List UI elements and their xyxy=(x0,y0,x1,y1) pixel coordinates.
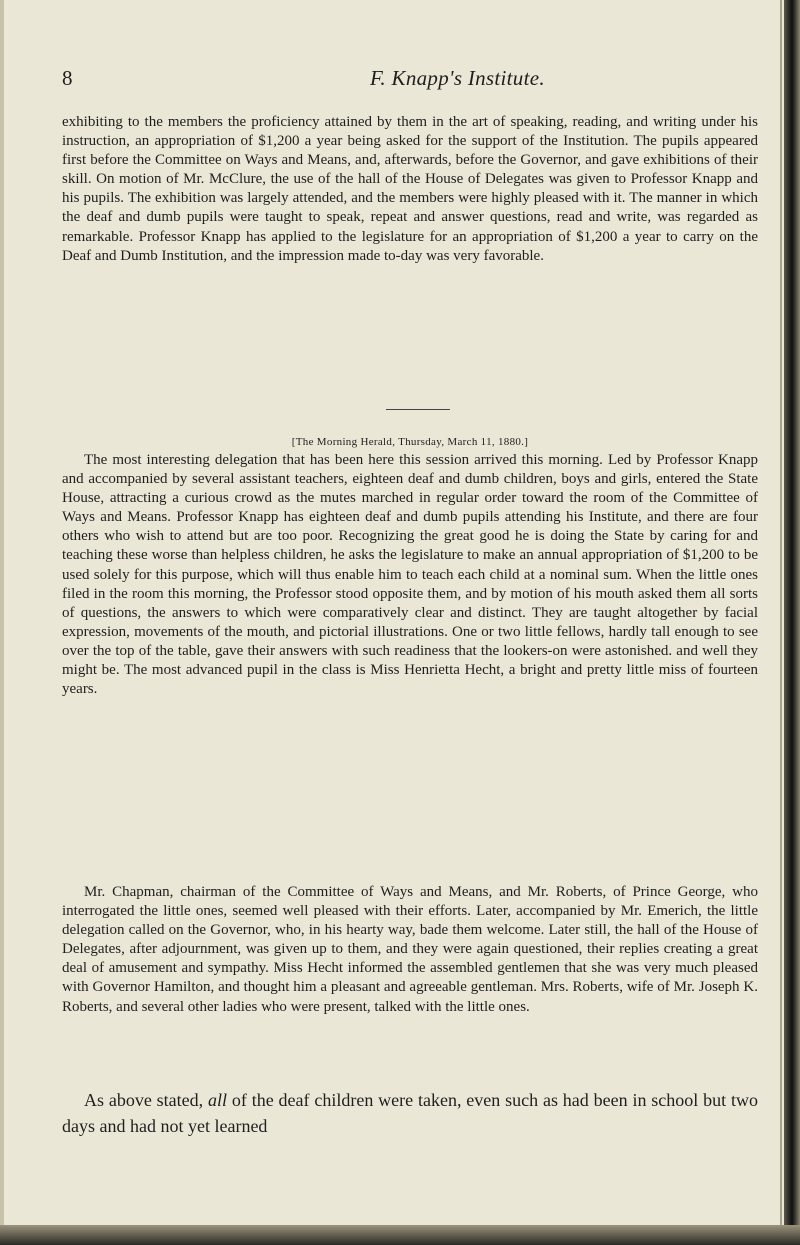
paragraph-1: exhibiting to the members the proficiency attained by them in the art of speaking, reading, and writing under his instruction, an appropriation of $1,200 a year being asked for the support of the Institution. The pupils appeared first before the Committee on Ways and Means, and, afterwards, before the Governor, and gave exhibitions of their skill. On motion of Mr. McClure, the use of the hall of the House of Delegates was given to Professor Knapp and his pupils. The exhibition was largely attended, and the members were highly pleased with it. The manner in which the deaf and dumb pupils were taught to speak, repeat and answer questions, read and write, was regarded as remarkable. Professor Knapp has applied to the legislature for an appropriation of $1,200 a year to carry on the Deaf and Dumb Institution, and the impression made to-day was very favorable. xyxy=(62,114,758,264)
paragraph-4-after: of the deaf children were taken, even such as had been in school but two days and had not yet learned xyxy=(62,1090,758,1136)
paragraph-2-block xyxy=(62,451,758,699)
paragraph-3: Mr. Chapman, chairman of the Committee of Ways and Means, and Mr. Roberts, of Prince George, who interrogated the little ones, seemed well pleased with their efforts. Later, accompanied by Mr. Emerich, the little delegation called on the Governor, who, in his hearty way, bade them welcome. Later still, the hall of the House of Delegates, after adjournment, was given up to them, and they were again questioned, their replies creating a great deal of amusement and sympathy. Miss Hecht informed the assembled gentlemen that she was very much pleased with Governor Hamilton, and thought him a pleasant and agreeable gentleman. Mrs. Roberts, wife of Mr. Joseph K. Roberts, and several other ladies who were present, talked with the little ones. xyxy=(62,884,758,1015)
paragraph-4 xyxy=(62,1087,758,1139)
page-binding-line xyxy=(780,0,782,1245)
page-binding-edge xyxy=(784,0,800,1245)
paragraph-4-block xyxy=(62,1087,758,1139)
paragraph-2: The most interesting delegation that has been here this session arrived this morning. Led by Professor Knapp and accompanied by several assistant teachers, eighteen deaf and dumb children, boys and girls, entered the State House, attracting a curious crowd as the mutes marched in regular order toward the room of the Committee of Ways and Means. Professor Knapp has eighteen deaf and dumb pupils attending his Institute, and there are four others who wish to attend but are too poor. Recognizing the great good he is doing the State by caring for and teaching these worse than helpless children, he asks the legislature to make an annual appropriation of $1,200 to be used solely for this purpose, which will thus enable him to teach each child at a nominal sum. When the little ones filed in the room this morning, the Professor stood opposite them, and by motion of his mouth asked them all sorts of questions, the answers to which were comparatively clear and distinct. They are taught altogether by facial expression, movements of the mouth, and pictorial illustrations. One or two little fellows, hardly tall enough to see over the top of the table, gave their answers with such readiness that the lookers-on were astonished. and well they might be. The most advanced pupil in the class is Miss Henrietta Hecht, a bright and pretty little miss of fourteen years. xyxy=(62,452,758,698)
page-header xyxy=(62,66,758,100)
paragraph-3-block xyxy=(62,883,758,1017)
page-bottom-edge xyxy=(0,1225,800,1245)
paragraph-4-before: As above stated, xyxy=(84,1090,208,1110)
running-head: F. Knapp's Institute. xyxy=(370,66,545,90)
page-number: 8 xyxy=(62,66,73,90)
paragraph-1-block xyxy=(62,113,758,266)
paragraph-4-emphasis: all xyxy=(208,1090,228,1110)
page-left-edge xyxy=(0,0,4,1245)
newspaper-source-line: [The Morning Herald, Thursday, March 11, 1880.] xyxy=(291,436,529,448)
section-divider xyxy=(386,409,450,410)
